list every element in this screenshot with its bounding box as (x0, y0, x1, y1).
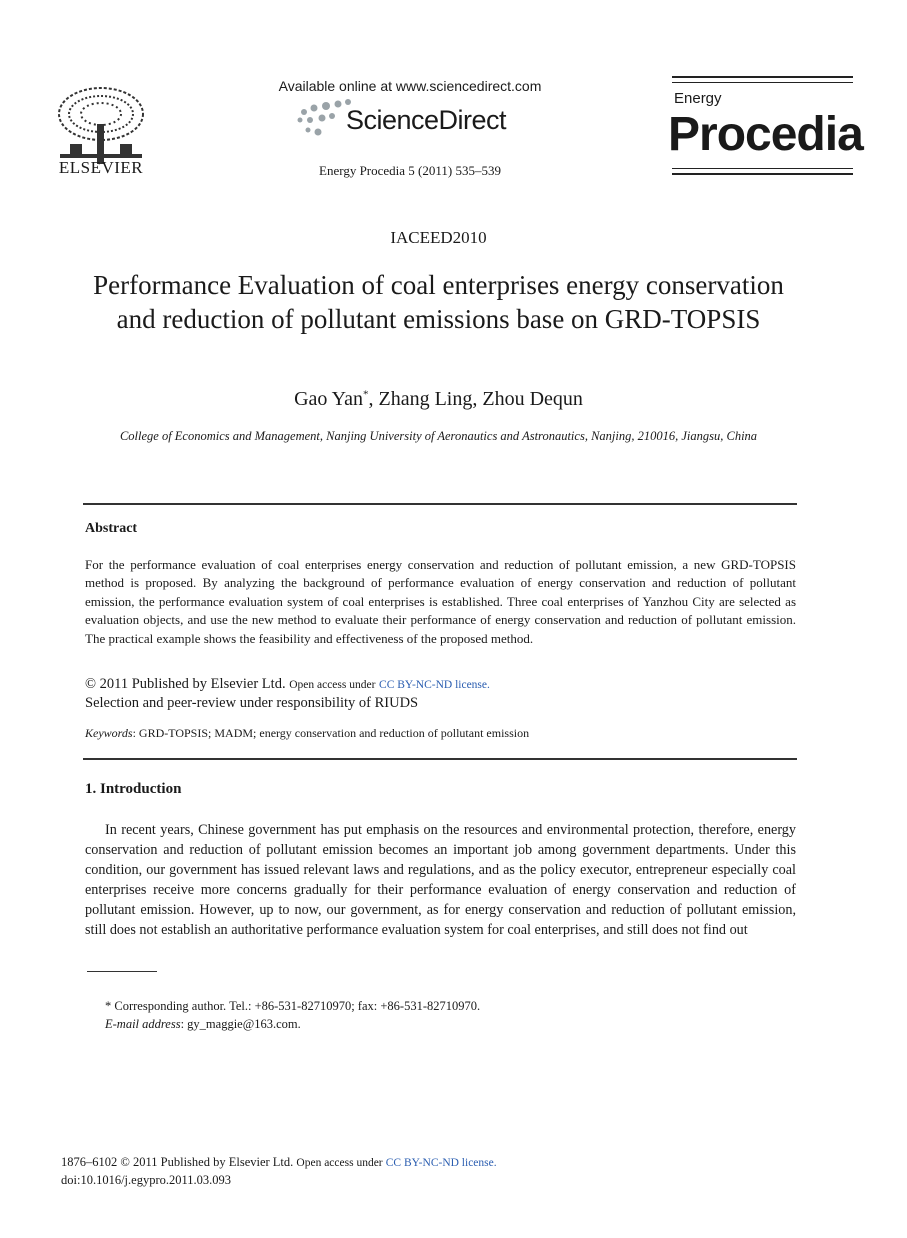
abstract-body: For the performance evaluation of coal enterprises energy conservation and reduction of pollutant emission, a new GRD-TOPSIS method is proposed. By analyzing the background of performance evaluation of energy conservation and reduction of pollutant emission, the performance evaluation system of coal enterprises is established. Three coal enterprises of Yanzhou City are selected as evaluation objects, and use the new method to evaluate their performance of energy conservation and reduction of pollutant emission. The practical example shows the feasibility and effectiveness of the proposed method. (85, 557, 796, 646)
peer-review-text: Selection and peer-review under responsibility of RIUDS (85, 695, 419, 711)
affiliation: College of Economics and Management, Nanjing University of Aeronautics and Astronautics, Nanjing, 210016, Jiangsu, China (119, 429, 758, 443)
email-note (105, 1015, 795, 1033)
keywords-line (85, 726, 796, 741)
doi-text: doi:10.1016/j.egypro.2011.03.093 (61, 1173, 232, 1187)
open-access-text: Open access under (289, 679, 376, 691)
sciencedirect-wordmark: ScienceDirect (346, 105, 507, 135)
journal-logo-word-procedia: Procedia (668, 108, 863, 161)
abstract-top-rule (83, 503, 797, 505)
author-rest: , Zhang Ling, Zhou Dequn (368, 388, 583, 410)
bottom-license-link[interactable]: CC BY-NC-ND license. (385, 1157, 497, 1169)
copyright-text: © 2011 Published by Elsevier Ltd. (85, 676, 286, 692)
copyright-block (85, 675, 796, 712)
journal-logo-rule-top (672, 76, 853, 78)
corresponding-author-note: * Corresponding author. Tel.: +86-531-82710970; fax: +86-531-82710970. (105, 999, 481, 1013)
license-link[interactable]: CC BY-NC-ND license. (379, 679, 490, 691)
journal-reference: Energy Procedia 5 (2011) 535–539 (319, 163, 501, 178)
keywords-text: : GRD-TOPSIS; MADM; energy conservation and reduction of pollutant emission (132, 726, 530, 740)
journal-logo-rule-bottom-thin (672, 168, 853, 169)
section-heading-introduction: 1. Introduction (85, 781, 182, 797)
journal-logo-word-energy: Energy (674, 90, 722, 107)
issn-copyright: 1876–6102 © 2011 Published by Elsevier Ltd. (61, 1155, 294, 1169)
bottom-open-access: Open access under (296, 1157, 383, 1169)
conference-name: IACEED2010 (390, 228, 487, 247)
footnote (105, 997, 795, 1033)
bottom-meta (61, 1154, 761, 1189)
journal-logo-rule-top-thin (672, 82, 853, 83)
footnote-rule (87, 971, 157, 972)
author-list (0, 388, 877, 411)
introduction-body: In recent years, Chinese government has put emphasis on the resources and environmental protection, therefore, energy conservation and reduction of pollutant emission becomes an important job among government departments. Under this condition, our government has issued relevant laws and regulations, and as the policy executor, entrepreneur especially coal enterprises receive more concerns gradually for their performance evaluation of energy conservation and reduction of pollutant emission. However, up to now, our government, as for energy conservation and reduction of pollutant emission, still does not establish an authoritative performance evaluation system for coal enterprises, and still does not find out (85, 822, 796, 938)
elsevier-wordmark: ELSEVIER (58, 158, 144, 177)
email-text: : gy_maggie@163.com. (180, 1017, 301, 1031)
email-label: E-mail address (105, 1017, 181, 1031)
abstract-bottom-rule (83, 758, 797, 760)
paper-title: Performance Evaluation of coal enterprises energy conservation and reduction of pollutant emissions base on GRD-TOPSIS (93, 270, 784, 334)
available-online-text: Available online at www.sciencedirect.com (278, 78, 542, 94)
corresponding-mark: * (363, 388, 369, 401)
abstract-heading: Abstract (85, 521, 138, 536)
keywords-label: Keywords (85, 726, 133, 740)
journal-logo-rule-bottom (672, 173, 853, 175)
author-first: Gao Yan (294, 388, 363, 410)
